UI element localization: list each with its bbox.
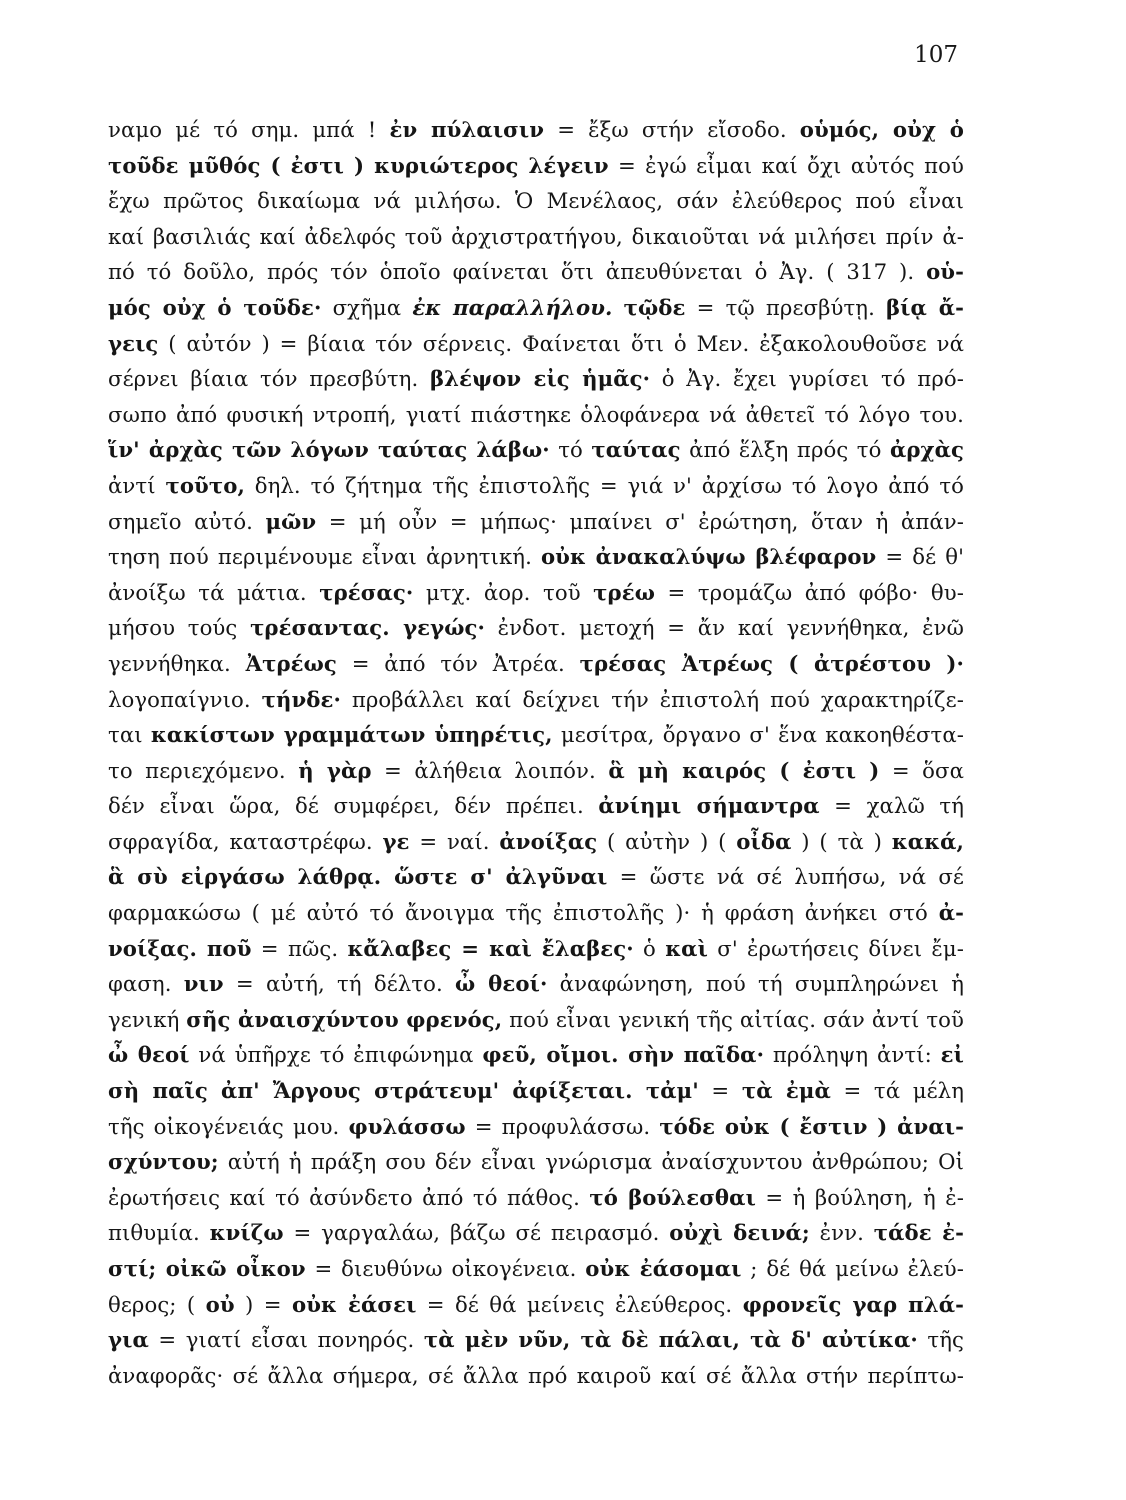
greek-lemma: οὐκ ἀνακαλύψω βλέφαρον xyxy=(540,544,877,570)
greek-lemma: ἃ μὴ καιρός ( ἐστι ) xyxy=(608,757,880,783)
commentary-span: γενική xyxy=(108,1006,187,1032)
greek-lemma: Ἀτρέως xyxy=(245,650,337,676)
greek-lemma: φεῦ, οἴμοι. σὴν παῖδα· xyxy=(482,1042,765,1068)
commentary-span: ἀναφορᾶς· σέ ἄλλα σήμερα, σέ ἄλλα πρό καιροῦ καί σέ ἄλλα στήν περίπτω- xyxy=(108,1362,964,1388)
greek-lemma: ὦ θεοί· xyxy=(455,971,548,997)
text-line xyxy=(108,468,964,504)
emphasized-term: ἐκ παραλλήλου. xyxy=(412,294,613,320)
commentary-span: πρόληψη ἀντί: xyxy=(764,1042,941,1068)
text-line xyxy=(108,646,964,682)
greek-lemma: τοῦδε μῦθός ( ἐστι ) κυριώτερος λέγειν xyxy=(108,152,609,178)
greek-lemma: οἶδα xyxy=(736,828,792,854)
text-line xyxy=(108,1358,964,1394)
greek-lemma: φρονεῖς γαρ πλά- xyxy=(742,1291,964,1317)
commentary-span: = μή οὖν = μήπως· μπαίνει σ' ἐρώτηση, ὅταν ἡ ἀπάν- xyxy=(316,508,964,534)
greek-lemma: εἰ xyxy=(940,1042,964,1068)
greek-lemma: κακίστων γραμμάτων ὑπηρέτις, xyxy=(150,722,553,748)
text-line xyxy=(108,290,964,326)
greek-lemma: σὴ παῖς ἀπ' Ἄργους στράτευμ' ἀφίξεται. τἀμ' xyxy=(108,1078,699,1104)
text-line xyxy=(108,931,964,967)
commentary-span: σ' ἐρωτήσεις δίνει ἔμ- xyxy=(707,935,964,961)
commentary-span: ; δέ θά μείνω ἐλεύ- xyxy=(741,1256,964,1281)
text-line xyxy=(108,788,964,824)
text-line xyxy=(108,682,964,718)
commentary-span: γεννήθηκα. xyxy=(108,650,246,676)
commentary-span: ἀναφώνηση, πού τή συμπληρώνει ἡ xyxy=(547,971,964,997)
text-line xyxy=(108,753,964,789)
text-line xyxy=(108,183,964,219)
commentary-span: τηση πού περιμένουμε εἶναι ἀρνητική. xyxy=(108,544,541,570)
greek-lemma: τήνδε· xyxy=(261,686,341,712)
greek-lemma: καὶ xyxy=(665,935,708,961)
page-number: 107 xyxy=(914,42,958,68)
commentary-span: ( αὐτὴν ) ( xyxy=(597,828,737,854)
greek-lemma: στί; οἰκῶ οἶκον xyxy=(108,1256,306,1281)
commentary-span: ) = xyxy=(234,1291,292,1317)
commentary-span: ἐρωτήσεις καί τό ἀσύνδετο ἀπό τό πάθος. xyxy=(108,1184,590,1210)
text-line xyxy=(108,1144,964,1180)
greek-lemma: μός οὐχ ὁ τοῦδε· xyxy=(108,294,322,320)
commentary-span: = xyxy=(698,1078,742,1104)
text-line xyxy=(108,717,964,753)
greek-lemma: τοῦτο, xyxy=(165,472,245,498)
greek-lemma: ἐν πύλαισιν xyxy=(389,117,545,142)
text-line xyxy=(108,539,964,575)
commentary-span: = ἀλήθεια λοιπόν. xyxy=(371,757,609,783)
commentary-span: = αὐτή, τή δέλτο. xyxy=(223,971,456,997)
greek-lemma: γεις xyxy=(108,330,159,356)
text-line xyxy=(108,1251,964,1287)
commentary-span: = ἡ βούληση, ἡ ἐ- xyxy=(755,1184,964,1210)
greek-lemma: νιν xyxy=(183,971,224,997)
greek-lemma: τρέσαντας. γεγώς· xyxy=(250,615,485,641)
commentary-span: τῆς οἰκογένειάς μου. xyxy=(108,1113,349,1139)
text-line xyxy=(108,1037,964,1073)
text-line xyxy=(108,254,964,290)
text-line xyxy=(108,219,964,255)
commentary-span: πού εἶναι γενική τῆς αἰτίας. σάν ἀντί τοῦ xyxy=(502,1006,964,1032)
greek-lemma: τρέσας· xyxy=(319,579,414,605)
commentary-span: = δέ θ' xyxy=(876,544,964,570)
commentary-span: πό τό δοῦλο, πρός τόν ὁποῖο φαίνεται ὅτι ἀπευθύνεται ὁ Ἀγ. ( 317 ). xyxy=(108,259,927,285)
text-line xyxy=(108,361,964,397)
greek-lemma: τό βούλεσθαι xyxy=(589,1184,756,1210)
commentary-text xyxy=(108,112,964,1393)
greek-lemma: τάδε ἐ- xyxy=(873,1220,964,1246)
commentary-span: = ἐγώ εἶμαι καί ὄχι αὐτός πού xyxy=(608,152,964,178)
commentary-span: ἔχω πρῶτος δικαίωμα νά μιλήσω. Ὁ Μενέλαος, σάν ἐλεύθερος πού εἶναι xyxy=(108,188,964,214)
commentary-span: = τά μέλη xyxy=(830,1078,964,1104)
commentary-span: = τῷ πρεσβύτῃ. xyxy=(685,294,887,320)
commentary-span: ἐνδοτ. μετοχή = ἄν καί γεννήθηκα, ἐνῶ xyxy=(484,615,964,641)
commentary-span: το περιεχόμενο. xyxy=(108,757,299,783)
commentary-span: = ἔξω στήν εἴσοδο. xyxy=(544,117,800,142)
commentary-span: = τρομάζω ἀπό φόβο· θυ- xyxy=(654,579,964,605)
commentary-span: νά ὑπῆρχε τό ἐπιφώνημα xyxy=(189,1042,483,1068)
text-line xyxy=(108,397,964,433)
commentary-span: = δέ θά μείνεις ἐλεύθερος. xyxy=(416,1291,743,1317)
commentary-span: θερος; ( xyxy=(108,1291,206,1317)
greek-lemma: ταύτας xyxy=(591,437,681,463)
greek-lemma: τὰ μὲν νῦν, τὰ δὲ πάλαι, τὰ δ' αὐτίκα· xyxy=(423,1327,918,1353)
commentary-span: = ἀπό τόν Ἀτρέα. xyxy=(336,650,580,676)
commentary-span: = διευθύνω οἰκογένεια. xyxy=(305,1256,586,1281)
commentary-span: = πῶς. xyxy=(251,935,348,961)
text-line xyxy=(108,1109,964,1145)
commentary-span: μτχ. ἀορ. τοῦ xyxy=(413,579,594,605)
text-line xyxy=(108,432,964,468)
greek-lemma: οὐ xyxy=(205,1291,235,1317)
commentary-span: ἀνοίξω τά μάτια. xyxy=(108,579,320,605)
text-line xyxy=(108,966,964,1002)
greek-lemma: οὐκ ἐάσει xyxy=(291,1291,417,1317)
greek-lemma: μῶν xyxy=(265,508,317,534)
commentary-span: σχῆμα xyxy=(321,294,413,320)
commentary-span: = γαργαλάω, βάζω σέ πειρασμό. xyxy=(283,1220,670,1246)
text-line xyxy=(108,575,964,611)
commentary-span: = χαλῶ τή xyxy=(819,793,964,819)
greek-lemma: οὑμός, οὐχ ὁ xyxy=(799,117,964,142)
commentary-span: δηλ. τό ζήτημα τῆς ἐπιστολῆς = γιά ν' ἀρχίσω τό λογο ἀπό τό xyxy=(244,472,964,498)
text-line xyxy=(108,1180,964,1216)
commentary-span: ἀπό ἕλξη πρός τό xyxy=(680,437,890,463)
commentary-span: = ὥστε νά σέ λυπήσω, νά σέ xyxy=(607,864,964,890)
commentary-span xyxy=(613,295,624,320)
greek-lemma: σῆς ἀναισχύντου φρενός, xyxy=(186,1006,503,1032)
text-line xyxy=(108,859,964,895)
greek-lemma: για xyxy=(108,1327,149,1353)
commentary-span: καί βασιλιάς καί ἀδελφός τοῦ ἀρχιστρατήγου, δικαιοῦται νά μιλήσει πρίν ἀ- xyxy=(108,223,964,249)
commentary-span: ἐνν. xyxy=(809,1220,874,1246)
text-line xyxy=(108,1073,964,1109)
commentary-span: φαση. xyxy=(108,971,184,997)
text-line xyxy=(108,148,964,184)
commentary-span: μήσου τούς xyxy=(108,615,251,641)
greek-lemma: τόδε οὐκ ( ἔστιν ) ἀναι- xyxy=(659,1113,964,1139)
text-line xyxy=(108,1322,964,1358)
text-line xyxy=(108,895,964,931)
commentary-span: ) ( τὰ ) xyxy=(791,828,892,854)
greek-lemma: τρέσας Ἀτρέως ( ἀτρέστου )· xyxy=(579,650,964,676)
greek-lemma: ἀνίημι σήμαντρα xyxy=(598,793,820,819)
commentary-span: = προφυλάσσω. xyxy=(465,1113,660,1139)
commentary-span: αὐτή ἡ πράξη σου δέν εἶναι γνώρισμα ἀναίσχυντου ἀνθρώπου; Οἱ xyxy=(218,1149,964,1175)
text-line xyxy=(108,1002,964,1038)
greek-lemma: ἃ σὺ εἰργάσω λάθρᾳ. ὥστε σ' ἀλγῦναι xyxy=(108,864,608,890)
greek-lemma: ἀνοίξας xyxy=(499,828,598,854)
greek-lemma: γε xyxy=(382,828,410,854)
greek-lemma: κἄλαβες = καὶ ἔλαβες· xyxy=(347,935,634,961)
greek-lemma: οὐχὶ δεινά; xyxy=(669,1220,810,1246)
commentary-span: ( αὐτόν ) = βίαια τόν σέρνεις. Φαίνεται ὅτι ὁ Μεν. ἐξακολουθοῦσε νά xyxy=(158,330,964,356)
commentary-span: μεσίτρα, ὄργανο σ' ἕνα κακοηθέστα- xyxy=(552,722,964,748)
text-line xyxy=(108,1287,964,1323)
greek-lemma: νοίξας. ποῦ xyxy=(108,935,252,961)
commentary-span: τό xyxy=(549,437,592,463)
text-line xyxy=(108,326,964,362)
greek-lemma: τρέω xyxy=(593,579,655,605)
greek-lemma: ἀρχὰς xyxy=(889,437,964,463)
greek-lemma: οὑ- xyxy=(926,259,964,285)
commentary-span: ται xyxy=(108,722,151,748)
commentary-span: ναμο μέ τό σημ. μπά ! xyxy=(108,117,390,142)
commentary-span: τῆς xyxy=(917,1327,964,1353)
greek-lemma: σχύντου; xyxy=(108,1149,219,1175)
greek-lemma: τὰ ἐμὰ xyxy=(741,1078,831,1104)
greek-lemma: κνίζω xyxy=(209,1220,284,1246)
commentary-span: ὁ Ἀγ. ἔχει γυρίσει τό πρό- xyxy=(650,366,964,392)
text-line xyxy=(108,610,964,646)
commentary-span: = γιατί εἶσαι πονηρός. xyxy=(148,1327,424,1353)
commentary-span: δέν εἶναι ὥρα, δέ συμφέρει, δέν πρέπει. xyxy=(108,793,599,819)
greek-lemma: ἵν' ἀρχὰς τῶν λόγων ταύτας λάβω· xyxy=(108,437,550,463)
commentary-span: σωπο ἀπό φυσική ντροπή, γιατί πιάστηκε ὁλοφάνερα νά ἀθετεῖ τό λόγο του. xyxy=(108,401,964,427)
greek-lemma: φυλάσσω xyxy=(348,1113,466,1139)
greek-lemma: τῷδε xyxy=(623,294,686,320)
greek-lemma: ὦ θεοί xyxy=(108,1042,190,1068)
commentary-span: σημεῖο αὐτό. xyxy=(108,508,266,534)
commentary-span: προβάλλει καί δείχνει τήν ἐπιστολή πού χαρακτηρίζε- xyxy=(340,686,964,712)
greek-lemma: ἡ γὰρ xyxy=(298,757,372,783)
greek-lemma: βίᾳ ἄ- xyxy=(886,294,964,320)
commentary-span: = ὅσα xyxy=(879,757,964,783)
text-line xyxy=(108,1215,964,1251)
commentary-span: πιθυμία. xyxy=(108,1220,210,1246)
commentary-span: = ναί. xyxy=(409,828,500,854)
greek-lemma: κακά, xyxy=(891,828,964,854)
commentary-span: φαρμακώσω ( μέ αὐτό τό ἄνοιγμα τῆς ἐπιστολῆς )· ἡ φράση ἀνήκει στό xyxy=(108,900,939,926)
greek-lemma: ἀ- xyxy=(938,900,964,926)
greek-lemma: βλέψον εἰς ἡμᾶς· xyxy=(429,366,651,392)
text-line xyxy=(108,504,964,540)
commentary-span: λογοπαίγνιο. xyxy=(108,686,262,712)
commentary-span: σέρνει βίαια τόν πρεσβύτη. xyxy=(108,366,430,392)
text-line xyxy=(108,824,964,860)
commentary-span: ἀντί xyxy=(108,472,166,498)
text-line xyxy=(108,112,964,148)
commentary-span: ὁ xyxy=(633,935,666,961)
commentary-span: σφραγίδα, καταστρέφω. xyxy=(108,828,383,854)
greek-lemma: οὐκ ἐάσομαι xyxy=(585,1256,742,1281)
